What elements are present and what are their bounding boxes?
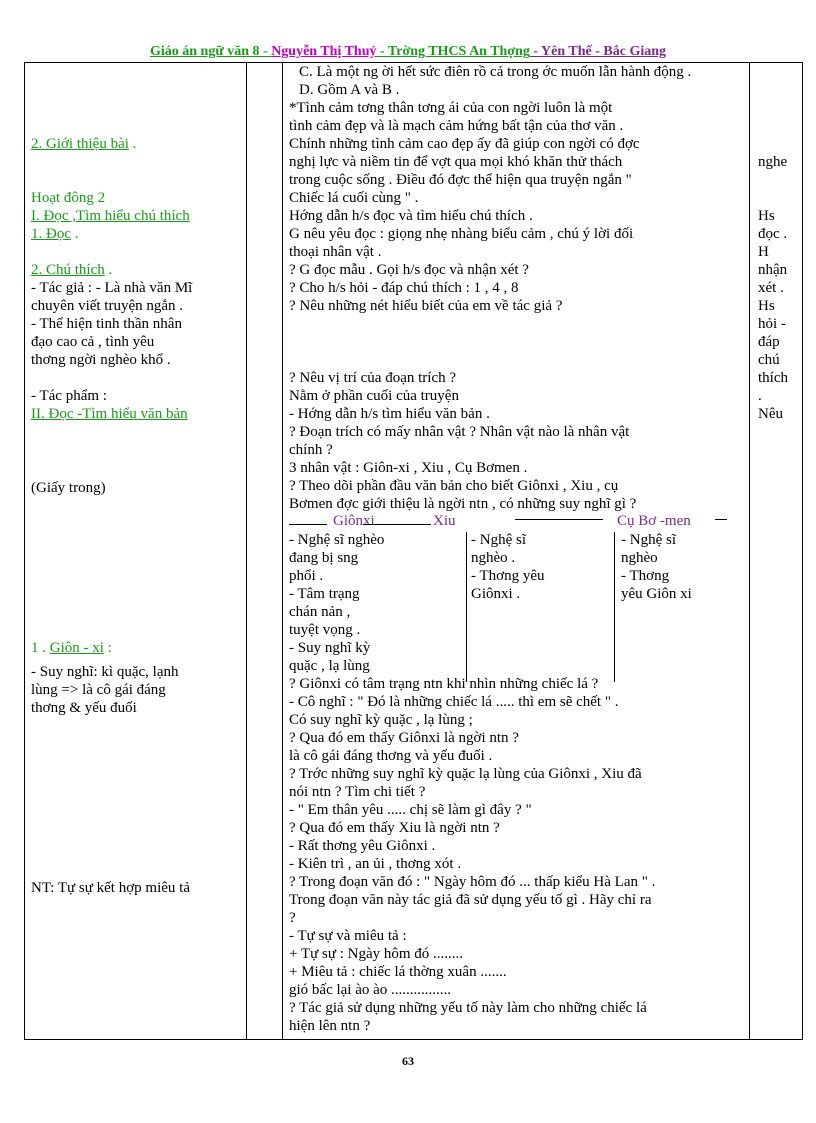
activity-line: G nêu yêu đọc : giọng nhẹ nhàng biểu cảm , chú ý lời đối: [289, 226, 634, 242]
activity-line: ? G đọc mẫu . Gọi h/s đọc và nhận xét ?: [289, 262, 529, 278]
char-table-cell: - Nghệ sĩ nghèo: [289, 532, 385, 548]
right-line: Hs: [758, 298, 775, 314]
author-line-4: đạo cao cả , tình yêu: [31, 334, 155, 350]
activity-line: ? Cho h/s hỏi - đáp chú thích : 1 , 4 , 8: [289, 280, 519, 296]
activity-line: 3 nhân vật : Giôn-xi , Xiu , Cụ Bơmen .: [289, 460, 528, 476]
activity-line: tình cảm đẹp và là mạch cảm hứng bất tận của thơ văn .: [289, 118, 624, 134]
narrative-technique: NT: Tự sự kết hợp miêu tả: [31, 880, 190, 896]
char-table-cell: Giônxi .: [471, 586, 521, 602]
right-line: Nêu: [758, 406, 783, 422]
activity-line: ? Qua đó em thấy Giônxi là ngời ntn ?: [289, 730, 519, 746]
section1-heading: I. Đọc ,Tìm hiểu chú thích: [31, 208, 190, 224]
activity-line: ? Giônxi có tâm trạng ntn khi nhìn những chiếc lá ?: [289, 676, 599, 692]
section2-heading: II. Đọc -Tìm hiểu văn bản: [31, 406, 188, 422]
activity-line: *Tình cảm tơng thân tơng ái của con ngời luôn là một: [289, 100, 613, 116]
activity-heading: Hoạt đông 2: [31, 190, 106, 206]
author-line-5: thơng ngời nghèo khổ .: [31, 352, 171, 368]
char-table-cell: - Nghệ sĩ: [471, 532, 526, 548]
gion-heading: 1 . Giôn - xi :: [31, 640, 112, 656]
activity-line: Chiếc lá cuối cùng " .: [289, 190, 419, 206]
activity-line: Nằm ở phần cuối của truyện: [289, 388, 459, 404]
activity-line: ? Nêu những nét hiểu biết của em về tác giả ?: [289, 298, 563, 314]
activity-line: ? Qua đó em thấy Xiu là ngời ntn ?: [289, 820, 500, 836]
activity-line: gió bấc lại ào ào ................: [289, 982, 452, 998]
char-table-cell: - Suy nghĩ kỳ: [289, 640, 371, 656]
activity-line: - Rất thơng yêu Giônxi .: [289, 838, 436, 854]
char-table-cell: - Nghệ sĩ: [621, 532, 676, 548]
activity-line: là cô gái đáng thơng và yếu đuối .: [289, 748, 493, 764]
gion-line-2: lùng => là cô gái đáng: [31, 682, 166, 698]
right-line: thích: [758, 370, 788, 386]
right-line: hỏi -: [758, 316, 786, 332]
activity-line: Hớng dẫn h/s đọc và tìm hiểu chú thích .: [289, 208, 533, 224]
content-column: [25, 63, 247, 1040]
activity-line: - Cô nghĩ : " Đó là những chiếc lá ..... thì em sẽ chết " .: [289, 694, 619, 710]
char-table-rule: [289, 524, 327, 525]
activity-line: ? Nêu vị trí của đoạn trích ?: [289, 370, 457, 386]
right-line: đáp: [758, 334, 780, 350]
intro-heading: 2. Giới thiệu bài .: [31, 136, 137, 152]
char-table-title-bomen: Cụ Bơ -men: [617, 513, 691, 529]
header-location: - Yên Thế - Bắc Giang: [529, 44, 667, 59]
char-table-cell: chán nản ,: [289, 604, 351, 620]
char-table-cell: - Thơng yêu: [471, 568, 545, 584]
activity-line: chính ?: [289, 442, 333, 458]
author-line-3: - Thể hiện tinh thần nhân: [31, 316, 182, 332]
activity-line: ? Đoạn trích có mấy nhân vật ? Nhân vật nào là nhân vật: [289, 424, 630, 440]
char-table-cell: yêu Giôn xi: [621, 586, 692, 602]
activity-line: C. Là một ng ời hết sức điên rồ cả trong ớc muốn lẫn hành động .: [299, 64, 692, 80]
char-table-cell: nghèo .: [471, 550, 516, 566]
right-line: xét .: [758, 280, 784, 296]
char-table-cell: đang bị sng: [289, 550, 359, 566]
activity-line: trong cuộc sống . Điều đó đợc thể hiện qua truyện ngắn ": [289, 172, 632, 188]
gion-line-1: - Suy nghĩ: kì quặc, lạnh: [31, 664, 179, 680]
gion-line-3: thơng & yếu đuối: [31, 700, 137, 716]
activity-line: ? Trong đoạn văn đó : " Ngày hôm đó ... thấp kiểu Hà Lan " .: [289, 874, 656, 890]
activity-line: Bơmen đợc giới thiệu là ngời ntn , có những suy nghĩ gì ?: [289, 496, 637, 512]
right-line: .: [758, 388, 762, 404]
char-table-cell: - Thơng: [621, 568, 670, 584]
author-line-1: - Tác giả : - Là nhà văn Mĩ: [31, 280, 193, 296]
char-table-divider: [466, 532, 467, 682]
char-table-cell: tuyệt vọng .: [289, 622, 361, 638]
work-label: - Tác phẩm :: [31, 388, 107, 404]
activity-line: ? Trớc những suy nghĩ kỳ quặc lạ lùng của Giônxi , Xiu đã: [289, 766, 642, 782]
lesson-table: [24, 62, 803, 1040]
student-activity-column: [750, 63, 803, 1040]
char-table-cell: quặc , lạ lùng: [289, 658, 370, 674]
activity-line: Có suy nghĩ kỳ quặc , lạ lùng ;: [289, 712, 473, 728]
right-line: nhận: [758, 262, 788, 278]
doc-heading: 1. Đọc .: [31, 226, 79, 242]
activity-line: + Miêu tả : chiếc lá thờng xuân .......: [289, 964, 507, 980]
activity-line: Chính những tình cảm cao đẹp ấy đã giúp con ngời có đợc: [289, 136, 640, 152]
char-table-title-gionxi: Giônxi: [333, 513, 375, 529]
author-line-2: chuyên viết truyện ngắn .: [31, 298, 184, 314]
header-teacher: Nguyễn Thị Thuỷ: [271, 44, 377, 59]
activity-line: ? Tác giả sử dụng những yếu tố này làm cho những chiếc lá: [289, 1000, 647, 1016]
right-line: chú: [758, 352, 780, 368]
char-table-divider: [614, 532, 615, 682]
page-number: 63: [402, 1054, 414, 1068]
char-table-cell: - Tâm trạng: [289, 586, 360, 602]
activity-line: D. Gồm A và B .: [299, 82, 400, 98]
char-table-rule: [515, 519, 603, 520]
activity-line: hiện lên ntn ?: [289, 1018, 371, 1034]
char-table-rule: [715, 519, 727, 520]
char-table-rule: [363, 524, 431, 525]
spacer-column: [247, 63, 283, 1040]
activity-line: - Kiên trì , an ủi , thơng xót .: [289, 856, 462, 872]
activity-line: - Tự sự và miêu tả :: [289, 928, 407, 944]
activity-line: - " Em thân yêu ..... chị sẽ làm gì đây ? ": [289, 802, 532, 818]
activity-line: thoại nhân vật .: [289, 244, 382, 260]
activity-line: ? Theo dõi phần đầu văn bản cho biết Giônxi , Xiu , cụ: [289, 478, 619, 494]
char-table-cell: phổi .: [289, 568, 324, 584]
activity-line: nói ntn ? Tìm chi tiết ?: [289, 784, 426, 800]
char-table-title-xiu: Xiu: [433, 513, 456, 529]
right-line: đọc .: [758, 226, 788, 242]
activity-line: - Hớng dẫn h/s tìm hiểu văn bản .: [289, 406, 490, 422]
header-school: - Trờng THCS An Thợng: [376, 44, 530, 59]
char-table-cell: nghèo: [621, 550, 658, 566]
transparency-note: (Giấy trong): [31, 480, 106, 496]
header-subject: Giáo án ngữ văn 8 -: [149, 44, 272, 59]
activity-line: nghị lực và niềm tin để vợt qua mọi khó khăn thử thách: [289, 154, 623, 170]
right-line: H: [758, 244, 769, 260]
activities-column: [283, 63, 750, 1040]
page-header: [0, 44, 816, 60]
right-line: Hs: [758, 208, 775, 224]
right-nghe: nghe: [758, 154, 788, 170]
activity-line: + Tự sự : Ngày hôm đó ........: [289, 946, 464, 962]
chuthich-heading: 2. Chú thích .: [31, 262, 113, 278]
activity-line: Trong đoạn văn này tác giả đã sử dụng yếu tố gì . Hãy chỉ ra: [289, 892, 652, 908]
activity-line: ?: [289, 910, 296, 926]
